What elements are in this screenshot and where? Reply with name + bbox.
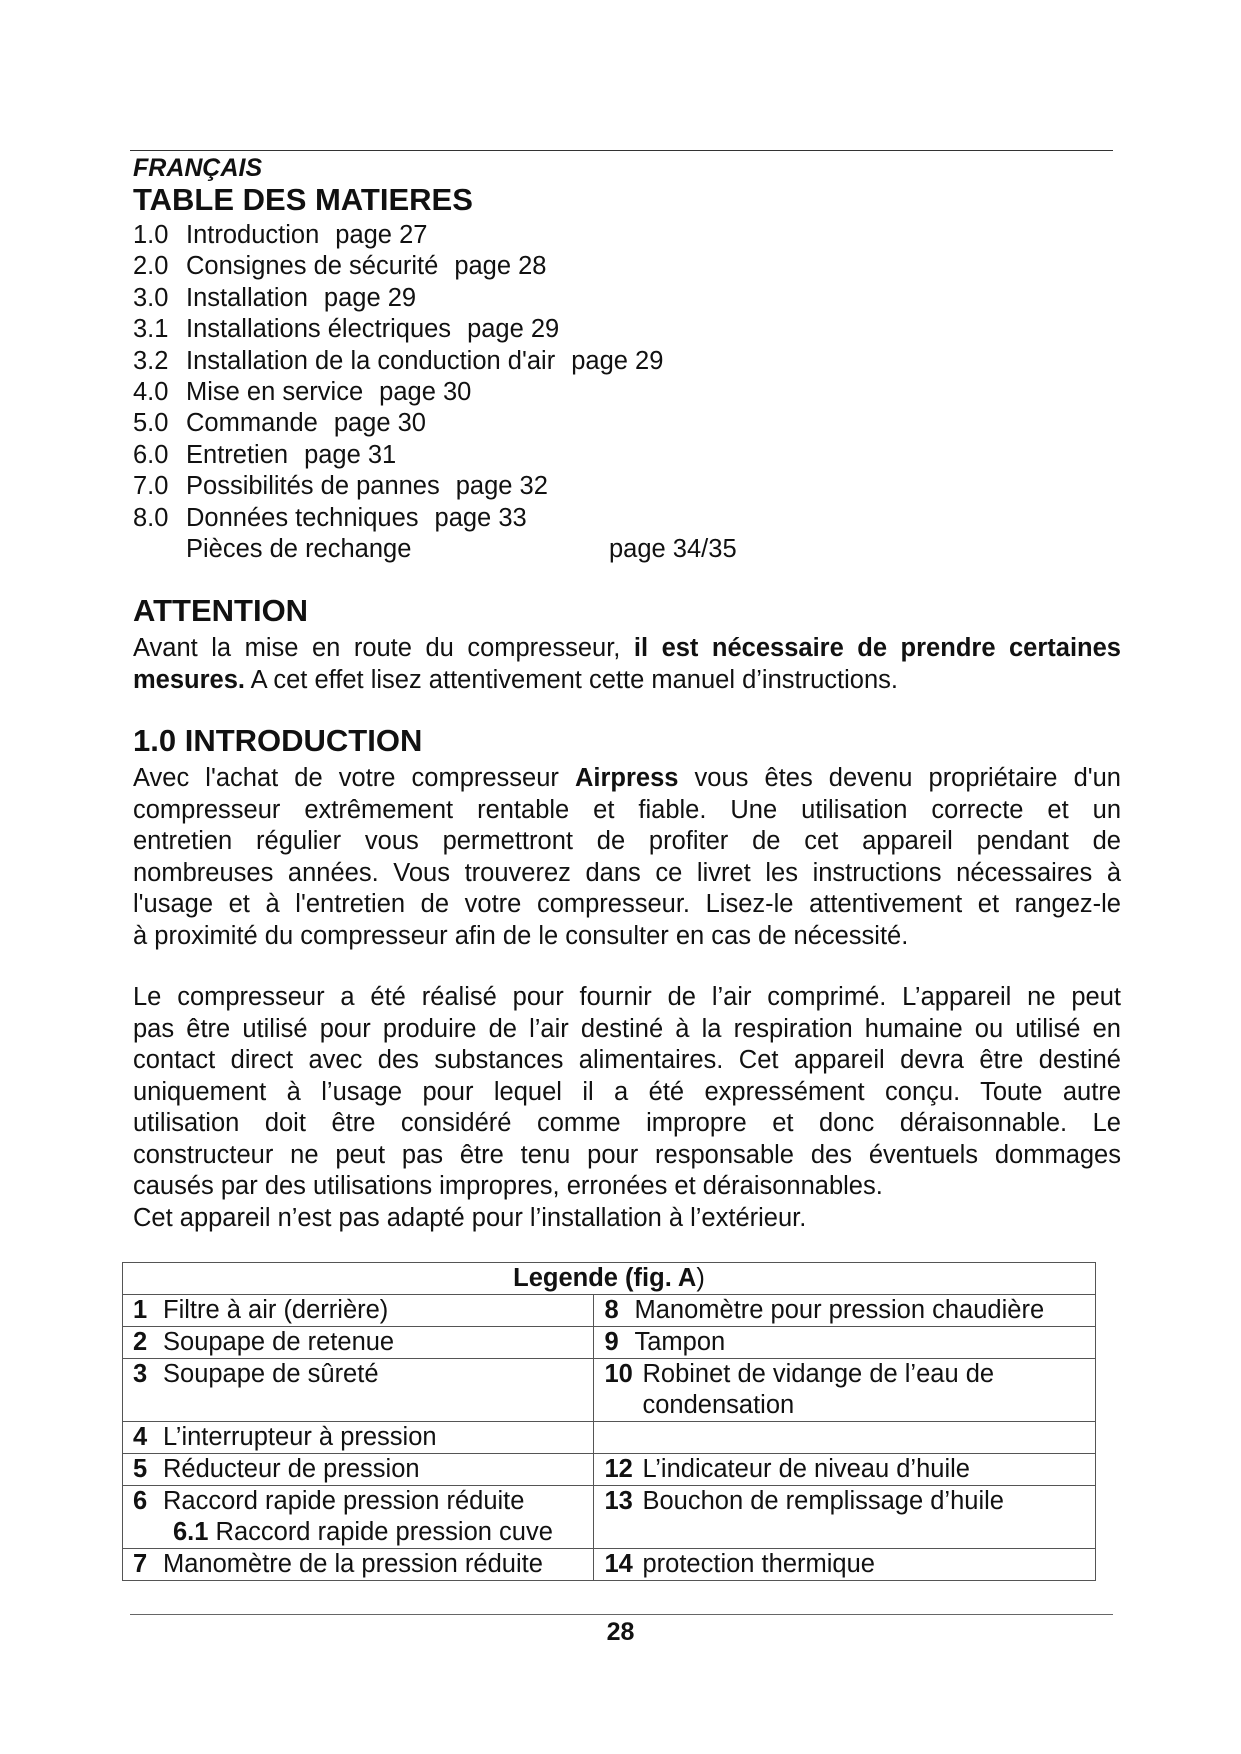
intro-line: compresseur extrêmement rentable et fiable. Une utilisation correcte et un [133,795,1121,824]
legend-cell-empty [594,1422,1096,1454]
legend-row [123,1486,1096,1549]
intro-line: Cet appareil n’est pas adapté pour l’installation à l’extérieur. [133,1203,807,1232]
legend-label: Soupape de sûreté [163,1360,379,1388]
legend-number: 2 [133,1328,148,1356]
toc-entry-page: page 34/35 [609,534,737,563]
attention-heading: ATTENTION [133,593,309,628]
legend-number: 6 [133,1487,148,1515]
legend-cell [594,1454,1096,1486]
toc-entry-title: Possibilités de pannes [186,472,440,501]
intro-line: Le compresseur a été réalisé pour fournir de l’air comprimé. L’appareil ne peut [133,983,1121,1011]
intro-line [133,763,1121,795]
legend-label: Bouchon de remplissage d’huile [642,1487,1004,1515]
toc-entry-page: page 30 [333,409,426,438]
toc-number: 3.2 [133,346,169,375]
legend-row [123,1327,1096,1359]
legend-label: Tampon [634,1328,726,1356]
legend-cell [594,1549,1096,1581]
brand-name: Airpress [574,764,679,792]
intro-line: entretien régulier vous permettront de profiter de cet appareil pendant de [133,827,1121,855]
legend-cell [594,1486,1096,1549]
toc-number: 8.0 [133,503,169,532]
intro-line: l'usage et à l'entretien de votre compresseur. Lisez-le attentivement et rangez-le [133,890,1121,918]
header-rule [130,150,1113,151]
legend-label: Filtre à air (derrière) [163,1296,389,1324]
legend-number: 14 [604,1550,633,1578]
toc-entry [133,346,1033,377]
attention-text: Avant la mise en route du compresseur, [133,634,634,662]
legend-label: Réducteur de pression [163,1455,420,1483]
intro-line: contact direct avec des substances alimentaires. Cet appareil devra être destiné [133,1046,1121,1074]
intro-line: constructeur ne peut pas être tenu pour responsable des éventuels dommages [133,1140,1121,1169]
legend-label: L’interrupteur à pression [163,1423,437,1451]
toc-number: 2.0 [133,252,169,281]
toc-entry [133,314,1033,345]
toc-entry [133,283,1033,314]
legend-title [123,1263,1096,1295]
legend-number: 1 [133,1296,148,1324]
intro-line: uniquement à l’usage pour lequel il a été expressément conçu. Toute autre [133,1077,1121,1106]
legend-cell [594,1327,1096,1359]
legend-label: Raccord rapide pression cuve [208,1518,553,1546]
legend-label: Robinet de vidange de l’eau de [642,1360,995,1388]
toc-entry-page: page 29 [323,283,417,312]
toc-entry [133,220,1033,251]
toc-entry-page: page 30 [379,377,472,406]
introduction-paragraph-2 [133,982,1121,1234]
legend-number: 8 [604,1296,619,1324]
legend-header-row [123,1263,1096,1295]
intro-text: vous êtes devenu propriétaire d'un [678,764,1121,792]
legend-number: 5 [133,1455,148,1483]
legend-title-text: Legende (fig. A [513,1264,697,1292]
legend-label: Soupape de retenue [163,1328,395,1356]
attention-paragraph [133,633,1121,696]
toc-entry-page: page 31 [304,440,397,469]
toc-entry [133,471,1033,502]
legend-row [123,1422,1096,1454]
legend-number: 4 [133,1423,148,1451]
intro-line: pas être utilisé pour produire de l’air destiné à la respiration humaine ou utilisé en [133,1014,1121,1043]
legend-number: 12 [604,1455,633,1483]
legend-row [123,1359,1096,1422]
toc-entry-title: Installation [186,283,308,312]
intro-text: Avec l'achat de votre compresseur [133,764,575,792]
toc-entry-page: page 28 [454,252,547,281]
toc-entry-page: page 33 [434,503,527,532]
introduction-heading: 1.0 INTRODUCTION [133,723,423,758]
legend-cell [123,1422,594,1454]
toc-entry-title: Pièces de rechange [186,534,412,563]
intro-line: à proximité du compresseur afin de le consulter en cas de nécessité. [133,921,909,950]
legend-number: 9 [604,1328,619,1356]
attention-bold-text: il est nécessaire de prendre certaines [633,634,1121,662]
legend-number: 13 [604,1487,633,1515]
toc-number: 4.0 [133,377,169,406]
toc-number: 5.0 [133,409,169,438]
intro-line: utilisation doit être considéré comme impropre et donc déraisonnable. Le [133,1109,1121,1137]
legend-label: L’indicateur de niveau d’huile [642,1455,970,1483]
toc-number: 6.0 [133,440,169,469]
legend-table [122,1262,1096,1581]
legend-cell [594,1359,1096,1422]
toc-entry-page: page 32 [455,472,548,501]
intro-line: nombreuses années. Vous trouverez dans ce livret les instructions nécessaires à [133,858,1121,887]
language-label: FRANÇAIS [133,154,263,182]
legend-cell [594,1295,1096,1327]
toc-entry [133,251,1033,282]
legend-cell [123,1549,594,1581]
toc-entry-title: Commande [186,409,318,438]
legend-cell [123,1486,594,1549]
toc-entry-title: Introduction [186,221,320,249]
toc-entry [133,377,1033,408]
toc-entry-title: Entretien [186,440,289,469]
toc-entry-title: Mise en service [186,377,364,406]
legend-cell [123,1295,594,1327]
legend-number: 6.1 [173,1518,209,1546]
legend-cell [123,1359,594,1422]
legend-label-continued: condensation [642,1391,795,1419]
attention-bold-text: mesures. [133,665,245,694]
toc-heading: TABLE DES MATIERES [133,182,473,217]
toc-entry [133,503,1033,534]
toc-entry-title: Consignes de sécurité [186,252,439,281]
legend-title-bracket: ) [696,1264,705,1292]
toc-entry-title: Données techniques [186,503,419,532]
page-number: 28 [606,1618,635,1646]
toc-entry [133,440,1033,471]
legend-row [123,1295,1096,1327]
toc-entry [133,408,1033,439]
legend-subitem [133,1517,593,1548]
attention-line [133,665,1121,697]
toc-entry-page: page 27 [335,221,428,249]
legend-cell [123,1454,594,1486]
toc-number: 1.0 [133,221,169,249]
toc-entry-page: page 29 [571,346,664,375]
toc-entry-spare-parts [133,534,1033,565]
legend-label: protection thermique [642,1550,875,1578]
attention-text: A cet effet lisez attentivement cette manuel d’instructions. [245,665,898,694]
attention-line [133,633,1121,665]
legend-label: Manomètre pour pression chaudière [634,1296,1045,1324]
legend-cell [123,1327,594,1359]
legend-row [123,1549,1096,1581]
legend-label: Manomètre de la pression réduite [163,1550,543,1578]
table-of-contents [133,220,1033,565]
toc-entry-page: page 29 [467,315,560,344]
toc-entry-title: Installation de la conduction d'air [186,346,556,375]
toc-number: 3.0 [133,283,169,312]
toc-number: 3.1 [133,315,169,344]
introduction-paragraph-1 [133,763,1121,952]
toc-entry-title: Installations électriques [186,315,452,344]
footer-rule [130,1614,1113,1615]
legend-label: Raccord rapide pression réduite [163,1487,525,1515]
legend-row [123,1454,1096,1486]
legend-number: 3 [133,1360,148,1388]
legend-number: 10 [604,1360,633,1388]
intro-line: causés par des utilisations impropres, erronées et déraisonnables. [133,1172,883,1200]
toc-number: 7.0 [133,472,169,501]
legend-number: 7 [133,1550,148,1578]
